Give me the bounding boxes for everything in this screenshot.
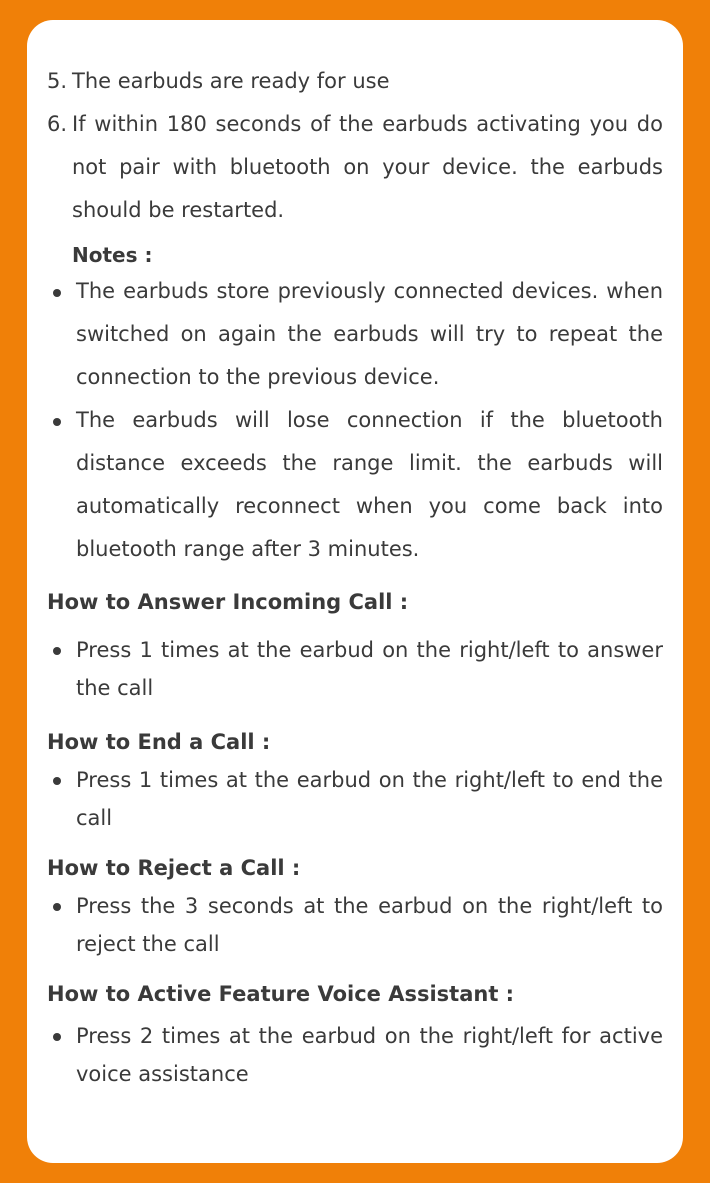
voice-assistant-instruction: Press 2 times at the earbud on the right/left for active voice assistance <box>47 1017 663 1093</box>
reject-call-heading: How to Reject a Call : <box>47 856 301 880</box>
notes-heading: Notes : <box>72 243 153 267</box>
voice-assistant-heading: How to Active Feature Voice Assistant : <box>47 982 515 1006</box>
step-6 <box>47 103 663 232</box>
step-text: The earbuds are ready for use <box>72 69 390 93</box>
step-5 <box>47 60 663 103</box>
instruction-card <box>27 20 683 1163</box>
step-text: If within 180 seconds of the earbuds activating you do not pair with bluetooth on your device. the earbuds should be restarted. <box>72 112 663 222</box>
note-item: The earbuds will lose connection if the bluetooth distance exceeds the range limit. the earbuds will automatically reconnect when you come back into bluetooth range after 3 minutes. <box>47 399 663 571</box>
answer-call-heading: How to Answer Incoming Call : <box>47 590 409 614</box>
note-item: The earbuds store previously connected devices. when switched on again the earbuds will try to repeat the connection to the previous device. <box>47 270 663 399</box>
step-number: 5. <box>47 69 68 93</box>
reject-call-instruction: Press the 3 seconds at the earbud on the right/left to reject the call <box>47 887 663 963</box>
end-call-instruction: Press 1 times at the earbud on the right/left to end the call <box>47 761 663 837</box>
instruction-content <box>47 60 663 1093</box>
step-number: 6. <box>47 112 68 136</box>
answer-call-instruction: Press 1 times at the earbud on the right/left to answer the call <box>47 631 663 707</box>
end-call-heading: How to End a Call : <box>47 730 271 754</box>
